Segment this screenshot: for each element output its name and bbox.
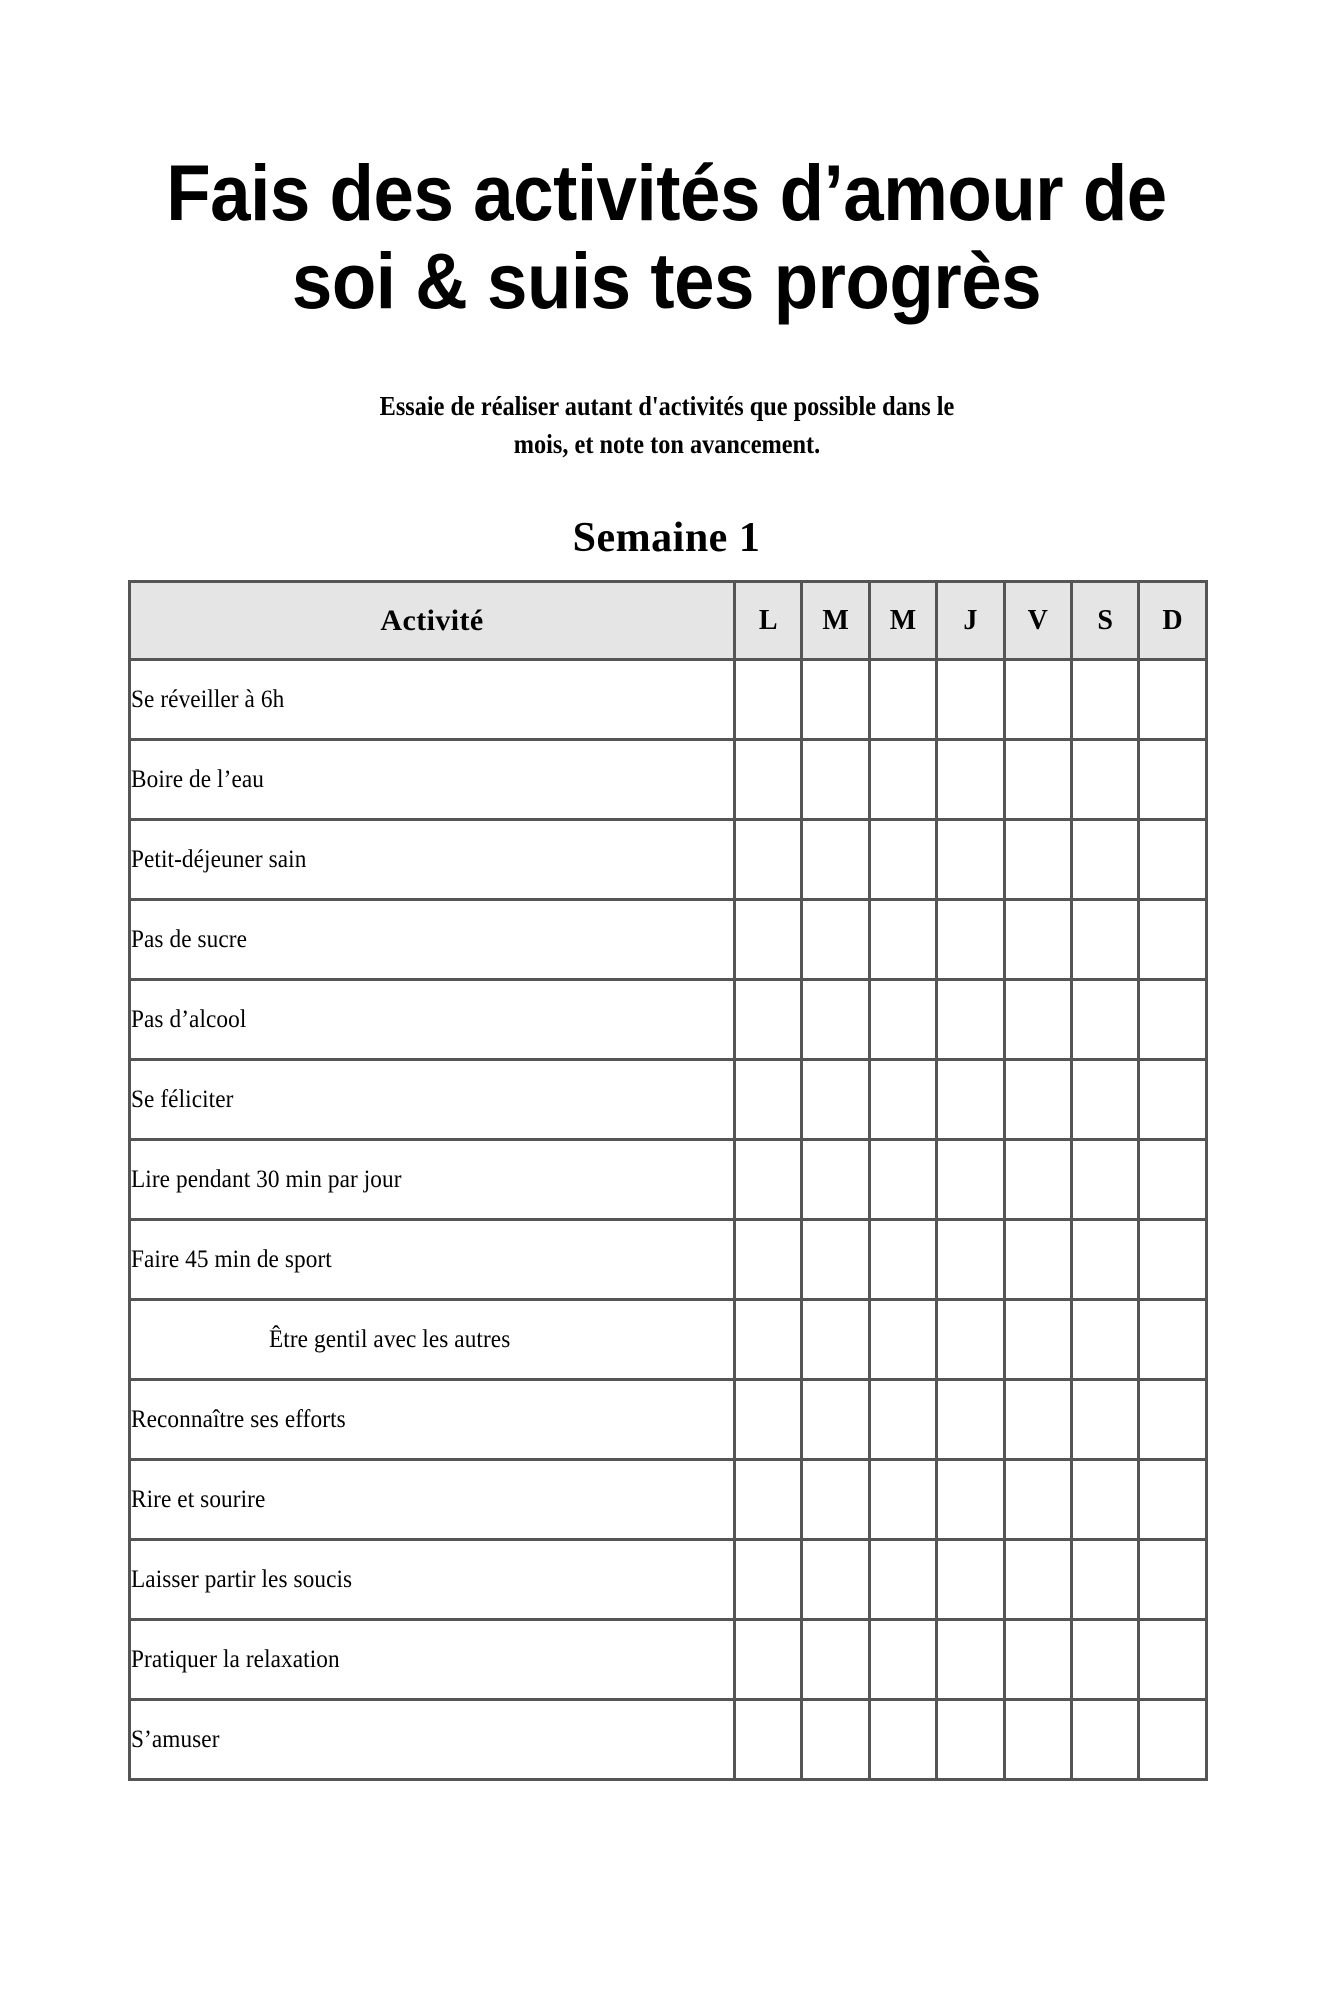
day-checkbox-cell[interactable] bbox=[869, 1220, 936, 1300]
column-header-day-mercredi: M bbox=[869, 582, 936, 660]
day-checkbox-cell[interactable] bbox=[869, 1300, 936, 1380]
day-checkbox-cell[interactable] bbox=[802, 1540, 869, 1620]
activity-label-text: Pas d’alcool bbox=[131, 1005, 247, 1033]
day-checkbox-cell[interactable] bbox=[1071, 900, 1138, 980]
day-checkbox-cell[interactable] bbox=[735, 1380, 802, 1460]
activity-label-text: Boire de l’eau bbox=[131, 765, 265, 793]
day-checkbox-cell[interactable] bbox=[735, 1540, 802, 1620]
activity-label bbox=[130, 1620, 735, 1700]
day-checkbox-cell[interactable] bbox=[735, 1220, 802, 1300]
activity-label bbox=[130, 980, 735, 1060]
day-checkbox-cell[interactable] bbox=[869, 1700, 936, 1780]
day-checkbox-cell[interactable] bbox=[869, 1620, 936, 1700]
day-checkbox-cell[interactable] bbox=[937, 1460, 1004, 1540]
day-checkbox-cell[interactable] bbox=[735, 900, 802, 980]
day-checkbox-cell[interactable] bbox=[802, 820, 869, 900]
day-checkbox-cell[interactable] bbox=[869, 980, 936, 1060]
day-checkbox-cell[interactable] bbox=[1004, 1540, 1071, 1620]
day-checkbox-cell[interactable] bbox=[802, 1300, 869, 1380]
column-header-day-vendredi: V bbox=[1004, 582, 1071, 660]
day-checkbox-cell[interactable] bbox=[937, 1220, 1004, 1300]
day-checkbox-cell[interactable] bbox=[802, 1700, 869, 1780]
activity-label-text: Être gentil avec les autres bbox=[269, 1325, 511, 1353]
activity-label bbox=[130, 1220, 735, 1300]
day-checkbox-cell[interactable] bbox=[1071, 1620, 1138, 1700]
day-checkbox-cell[interactable] bbox=[1139, 1060, 1206, 1140]
day-checkbox-cell[interactable] bbox=[937, 820, 1004, 900]
day-checkbox-cell[interactable] bbox=[735, 1460, 802, 1540]
day-checkbox-cell[interactable] bbox=[1004, 900, 1071, 980]
day-checkbox-cell[interactable] bbox=[735, 740, 802, 820]
page-title-line-1: Fais des activités d’amour de bbox=[166, 147, 1167, 237]
day-checkbox-cell[interactable] bbox=[1139, 1220, 1206, 1300]
table-row bbox=[130, 820, 1207, 900]
activity-label bbox=[130, 820, 735, 900]
day-checkbox-cell[interactable] bbox=[869, 1060, 936, 1140]
activity-label bbox=[130, 1300, 735, 1380]
day-checkbox-cell[interactable] bbox=[937, 1140, 1004, 1220]
day-checkbox-cell[interactable] bbox=[1139, 1460, 1206, 1540]
day-checkbox-cell[interactable] bbox=[869, 1460, 936, 1540]
activity-label bbox=[130, 660, 735, 740]
day-checkbox-cell[interactable] bbox=[869, 1140, 936, 1220]
day-checkbox-cell[interactable] bbox=[802, 1060, 869, 1140]
activity-label-text: Faire 45 min de sport bbox=[131, 1245, 332, 1273]
column-header-day-lundi: L bbox=[735, 582, 802, 660]
day-checkbox-cell[interactable] bbox=[802, 1380, 869, 1460]
day-checkbox-cell[interactable] bbox=[1071, 1380, 1138, 1460]
day-checkbox-cell[interactable] bbox=[937, 1380, 1004, 1460]
day-checkbox-cell[interactable] bbox=[1071, 1540, 1138, 1620]
table-header-row bbox=[130, 582, 1207, 660]
page-title bbox=[53, 149, 1279, 326]
day-checkbox-cell[interactable] bbox=[1004, 740, 1071, 820]
day-checkbox-cell[interactable] bbox=[937, 740, 1004, 820]
table-body bbox=[130, 660, 1207, 1780]
column-header-day-jeudi: J bbox=[937, 582, 1004, 660]
day-checkbox-cell[interactable] bbox=[1004, 1060, 1071, 1140]
day-checkbox-cell[interactable] bbox=[1071, 980, 1138, 1060]
day-checkbox-cell[interactable] bbox=[937, 900, 1004, 980]
day-checkbox-cell[interactable] bbox=[1004, 1700, 1071, 1780]
day-checkbox-cell[interactable] bbox=[735, 1300, 802, 1380]
day-checkbox-cell[interactable] bbox=[802, 980, 869, 1060]
day-checkbox-cell[interactable] bbox=[937, 1540, 1004, 1620]
page-subtitle-line-1: Essaie de réaliser autant d'activités que possible dans le bbox=[379, 391, 954, 421]
day-checkbox-cell[interactable] bbox=[1004, 980, 1071, 1060]
day-checkbox-cell[interactable] bbox=[1139, 1700, 1206, 1780]
day-checkbox-cell[interactable] bbox=[1071, 1300, 1138, 1380]
day-checkbox-cell[interactable] bbox=[1004, 1220, 1071, 1300]
table-row bbox=[130, 1540, 1207, 1620]
table-row bbox=[130, 660, 1207, 740]
activity-label bbox=[130, 1380, 735, 1460]
day-checkbox-cell[interactable] bbox=[802, 900, 869, 980]
day-checkbox-cell[interactable] bbox=[1004, 1620, 1071, 1700]
table-row bbox=[130, 1060, 1207, 1140]
table-row bbox=[130, 1300, 1207, 1380]
day-checkbox-cell[interactable] bbox=[735, 1620, 802, 1700]
day-checkbox-cell[interactable] bbox=[1139, 660, 1206, 740]
day-checkbox-cell[interactable] bbox=[1139, 820, 1206, 900]
activity-label-text: Laisser partir les soucis bbox=[131, 1565, 353, 1593]
day-checkbox-cell[interactable] bbox=[1139, 1540, 1206, 1620]
activity-label bbox=[130, 1060, 735, 1140]
day-checkbox-cell[interactable] bbox=[937, 660, 1004, 740]
activity-label-text: Rire et sourire bbox=[131, 1485, 266, 1513]
day-checkbox-cell[interactable] bbox=[1071, 1700, 1138, 1780]
day-checkbox-cell[interactable] bbox=[735, 820, 802, 900]
day-checkbox-cell[interactable] bbox=[735, 660, 802, 740]
day-checkbox-cell[interactable] bbox=[1071, 1060, 1138, 1140]
table-row bbox=[130, 900, 1207, 980]
day-checkbox-cell[interactable] bbox=[869, 1380, 936, 1460]
day-checkbox-cell[interactable] bbox=[1139, 1300, 1206, 1380]
day-checkbox-cell[interactable] bbox=[937, 980, 1004, 1060]
day-checkbox-cell[interactable] bbox=[1139, 900, 1206, 980]
activity-label-text: Pratiquer la relaxation bbox=[131, 1645, 340, 1673]
column-header-day-dimanche: D bbox=[1139, 582, 1206, 660]
day-checkbox-cell[interactable] bbox=[802, 1140, 869, 1220]
day-checkbox-cell[interactable] bbox=[869, 900, 936, 980]
activity-label bbox=[130, 1540, 735, 1620]
day-checkbox-cell[interactable] bbox=[869, 660, 936, 740]
activity-label bbox=[130, 1700, 735, 1780]
table-row bbox=[130, 1700, 1207, 1780]
day-checkbox-cell[interactable] bbox=[1004, 820, 1071, 900]
day-checkbox-cell[interactable] bbox=[1071, 1220, 1138, 1300]
page-subtitle-line-2: mois, et note ton avancement. bbox=[513, 429, 820, 460]
day-checkbox-cell[interactable] bbox=[937, 1700, 1004, 1780]
table-row bbox=[130, 1620, 1207, 1700]
day-checkbox-cell[interactable] bbox=[937, 1620, 1004, 1700]
day-checkbox-cell[interactable] bbox=[1004, 1300, 1071, 1380]
day-checkbox-cell[interactable] bbox=[937, 1300, 1004, 1380]
day-checkbox-cell[interactable] bbox=[1004, 660, 1071, 740]
table-header bbox=[130, 582, 1207, 660]
day-checkbox-cell[interactable] bbox=[1004, 1460, 1071, 1540]
activity-label bbox=[130, 740, 735, 820]
day-checkbox-cell[interactable] bbox=[1004, 1380, 1071, 1460]
day-checkbox-cell[interactable] bbox=[735, 1060, 802, 1140]
table-row bbox=[130, 1380, 1207, 1460]
day-checkbox-cell[interactable] bbox=[802, 1460, 869, 1540]
day-checkbox-cell[interactable] bbox=[1071, 740, 1138, 820]
day-checkbox-cell[interactable] bbox=[1139, 740, 1206, 820]
activity-label-text: Reconnaître ses efforts bbox=[131, 1405, 346, 1433]
activity-label bbox=[130, 1460, 735, 1540]
week-heading: Semaine 1 bbox=[572, 514, 761, 561]
table-row bbox=[130, 980, 1207, 1060]
activity-label-text: Se réveiller à 6h bbox=[131, 685, 285, 713]
day-checkbox-cell[interactable] bbox=[869, 740, 936, 820]
day-checkbox-cell[interactable] bbox=[802, 660, 869, 740]
day-checkbox-cell[interactable] bbox=[1071, 820, 1138, 900]
habit-tracker-table-container bbox=[128, 580, 1205, 1781]
day-checkbox-cell[interactable] bbox=[802, 1220, 869, 1300]
day-checkbox-cell[interactable] bbox=[937, 1060, 1004, 1140]
day-checkbox-cell[interactable] bbox=[1139, 980, 1206, 1060]
day-checkbox-cell[interactable] bbox=[869, 1540, 936, 1620]
day-checkbox-cell[interactable] bbox=[1139, 1140, 1206, 1220]
activity-label-text: Petit-déjeuner sain bbox=[131, 845, 307, 873]
day-checkbox-cell[interactable] bbox=[1004, 1140, 1071, 1220]
activity-label-text: S’amuser bbox=[131, 1725, 220, 1753]
column-header-activity: Activité bbox=[130, 582, 735, 660]
table-row bbox=[130, 1460, 1207, 1540]
day-checkbox-cell[interactable] bbox=[1071, 1460, 1138, 1540]
day-checkbox-cell[interactable] bbox=[735, 1140, 802, 1220]
habit-tracker-table bbox=[128, 580, 1208, 1781]
day-checkbox-cell[interactable] bbox=[1139, 1620, 1206, 1700]
page-subtitle bbox=[271, 387, 1063, 464]
activity-label-text: Se féliciter bbox=[131, 1085, 234, 1113]
table-row bbox=[130, 1220, 1207, 1300]
day-checkbox-cell[interactable] bbox=[1071, 1140, 1138, 1220]
activity-label-text: Lire pendant 30 min par jour bbox=[131, 1165, 402, 1193]
day-checkbox-cell[interactable] bbox=[802, 1620, 869, 1700]
day-checkbox-cell[interactable] bbox=[802, 740, 869, 820]
day-checkbox-cell[interactable] bbox=[1071, 660, 1138, 740]
day-checkbox-cell[interactable] bbox=[735, 1700, 802, 1780]
activity-label-text: Pas de sucre bbox=[131, 925, 248, 953]
table-row bbox=[130, 740, 1207, 820]
activity-label bbox=[130, 1140, 735, 1220]
day-checkbox-cell[interactable] bbox=[735, 980, 802, 1060]
column-header-day-samedi: S bbox=[1071, 582, 1138, 660]
day-checkbox-cell[interactable] bbox=[869, 820, 936, 900]
column-header-day-mardi: M bbox=[802, 582, 869, 660]
activity-label bbox=[130, 900, 735, 980]
table-row bbox=[130, 1140, 1207, 1220]
page-title-line-2: soi & suis tes progrès bbox=[291, 236, 1042, 326]
day-checkbox-cell[interactable] bbox=[1139, 1380, 1206, 1460]
